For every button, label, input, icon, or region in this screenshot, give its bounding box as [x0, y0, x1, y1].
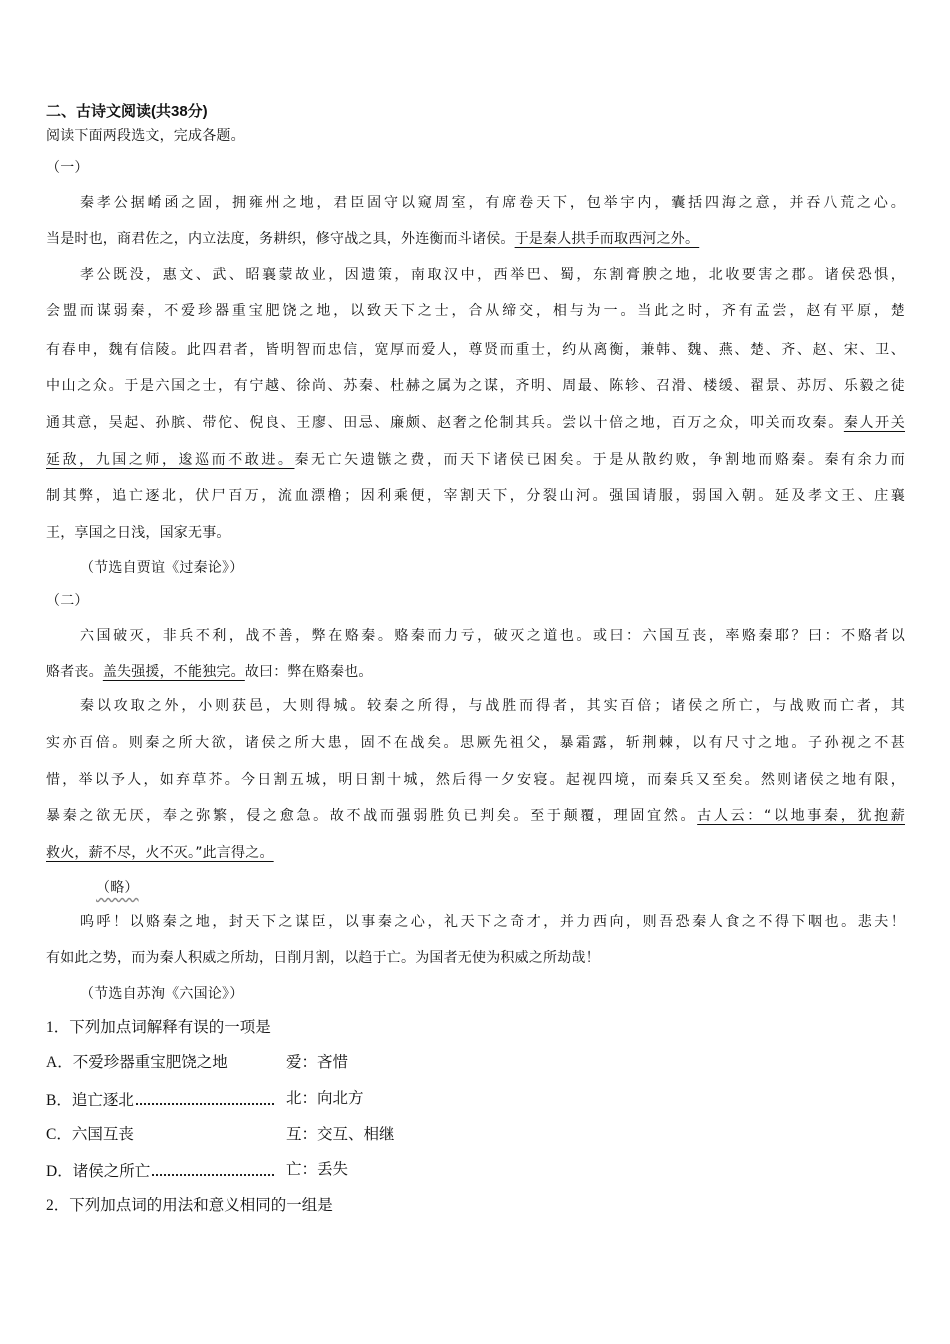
option-text: C．六国互丧	[46, 1126, 134, 1143]
dotted-leader	[136, 1089, 274, 1105]
underlined-sentence: 秦人开关	[843, 415, 905, 431]
passage1-para2-line7: 制其弊，追亡逐北，伏尸百万，流血漂橹；因利乘便，宰割天下，分裂山河。强国请服，弱国入朝。延及孝文王、庄襄	[46, 488, 905, 504]
passage2-para2-line5	[46, 843, 274, 863]
text-run: 故曰：弊在赂秦也。	[244, 664, 373, 680]
text-run: （略）	[96, 880, 139, 896]
text-run: 暴秦之欲无厌，奉之弥繁，侵之愈急。故不战而强弱胜负已判矣。至于颠覆，理固宜然。	[46, 808, 698, 824]
underlined-sentence: 救火，薪不尽，火不灭。”此言得之。	[46, 845, 274, 861]
option-gloss: 爱：吝惜	[286, 1054, 349, 1071]
passage1-para2-line3: 有春申，魏有信陵。此四君者，皆明智而忠信，宽厚而爱人，尊贤而重士，约从离衡，兼韩、魏、燕、楚、齐、赵、宋、卫、	[46, 342, 905, 358]
underlined-sentence: 古人云：“以地事秦，犹抱薪	[697, 808, 905, 824]
passage1-para1-line2	[46, 229, 699, 249]
question-1-option-a[interactable]	[46, 1053, 349, 1073]
source-citation-2: （节选自苏洵《六国论》）	[80, 986, 244, 1002]
passage1-para2-line1	[46, 265, 905, 285]
section-title: 二、古诗文阅读(共38分)	[46, 103, 208, 120]
underlined-sentence: 于是秦人拱手而取西河之外。	[514, 231, 700, 247]
option-gloss: 北：向北方	[286, 1090, 364, 1107]
underlined-sentence: 盖失强援，不能独完。	[102, 664, 245, 680]
text-run: 呜呼！以赂秦之地，封天下之谋臣，以事秦之心，礼天下之奇才，并力西向，则吾恐秦人食之不得下咽也。悲夫！	[80, 914, 905, 930]
text-run: 秦无亡矢遗镞之费，而天下诸侯已困矣。于是从散约败，争割地而赂秦。秦有余力而	[294, 452, 905, 468]
passage1-para2-line5	[46, 413, 905, 433]
option-gloss: 互：交互、相继	[286, 1126, 395, 1143]
omitted-marker	[96, 878, 139, 898]
instruction: 阅读下面两段选文，完成各题。	[46, 128, 245, 144]
question-1-option-d[interactable]	[46, 1160, 349, 1182]
passage2-para2-line1	[46, 696, 905, 716]
text-run: 孝公既没，惠文、武、昭襄蒙故业，因遗策，南取汉中，西举巴、蜀，东割膏腴之地，北收要害之郡。诸侯恐惧，	[80, 267, 905, 283]
passage1-para2-line6	[46, 450, 905, 470]
text-run: 秦孝公据崤函之固，拥雍州之地，君臣固守以窥周室，有席卷天下，包举宇内，囊括四海之意，并吞八荒之心。	[80, 195, 905, 211]
part1-label: （一）	[46, 160, 89, 176]
underlined-sentence: 延敌，九国之师，逡巡而不敢进。	[46, 452, 295, 468]
text-run: 通其意，吴起、孙膑、带佗、倪良、王廖、田忌、廉颇、赵奢之伦制其兵。尝以十倍之地，百万之众，叩关而攻秦。	[46, 415, 844, 431]
text-run: 秦以攻取之外，小则获邑，大则得城。较秦之所得，与战胜而得者，其实百倍；诸侯之所亡，与战败而亡者，其	[80, 698, 905, 714]
passage2-para1-line2	[46, 662, 373, 682]
text-run: 六国破灭，非兵不利，战不善，弊在赂秦。赂秦而力亏，破灭之道也。或曰：六国互丧，率赂秦耶？曰：不赂者以	[80, 628, 905, 644]
passage1-para2-line2: 会盟而谋弱秦，不爱珍器重宝肥饶之地，以致天下之士，合从缔交，相与为一。当此之时，齐有孟尝，赵有平原，楚	[46, 303, 905, 319]
passage2-para1-line1	[46, 626, 905, 646]
passage2-para3-line1	[46, 912, 905, 932]
dotted-leader	[152, 1160, 274, 1176]
passage2-para2-line4	[46, 806, 905, 826]
passage2-para2-line3: 惜，举以予人，如弃草芥。今日割五城，明日割十城，然后得一夕安寝。起视四境，而秦兵又至矣。然则诸侯之地有限，	[46, 772, 905, 788]
passage1-para2-line8: 王，享国之日浅，国家无事。	[46, 525, 231, 541]
source-citation-1: （节选自贾谊《过秦论》）	[80, 560, 244, 576]
part2-label: （二）	[46, 593, 89, 609]
option-gloss: 亡：丢失	[286, 1161, 349, 1178]
passage1-para1-line1	[46, 193, 905, 213]
passage2-para3-line2: 有如此之势，而为秦人积威之所劫，日削月割，以趋于亡。为国者无使为积威之所劫哉！	[46, 950, 600, 966]
option-text: A．不爱珍器重宝肥饶之地	[46, 1054, 228, 1071]
question-1-option-b[interactable]	[46, 1089, 364, 1111]
question-1-option-c[interactable]	[46, 1125, 395, 1145]
question-1-stem: 1．下列加点词解释有误的一项是	[46, 1019, 271, 1036]
text-run: 赂者丧。	[46, 664, 103, 680]
question-2-stem: 2．下列加点词的用法和意义相同的一组是	[46, 1197, 333, 1214]
option-text: B．追亡逐北	[46, 1092, 134, 1109]
passage1-para2-line4: 中山之众。于是六国之士，有宁越、徐尚、苏秦、杜赫之属为之谋，齐明、周最、陈轸、召滑、楼缓、翟景、苏厉、乐毅之徒	[46, 378, 905, 394]
text-run: 当是时也，商君佐之，内立法度，务耕织，修守战之具，外连衡而斗诸侯。	[46, 231, 515, 247]
option-text: D．诸侯之所亡	[46, 1163, 151, 1180]
passage2-para2-line2: 实亦百倍。则秦之所大欲，诸侯之所大患，固不在战矣。思厥先祖父，暴霜露，斩荆棘，以有尺寸之地。子孙视之不甚	[46, 735, 905, 751]
